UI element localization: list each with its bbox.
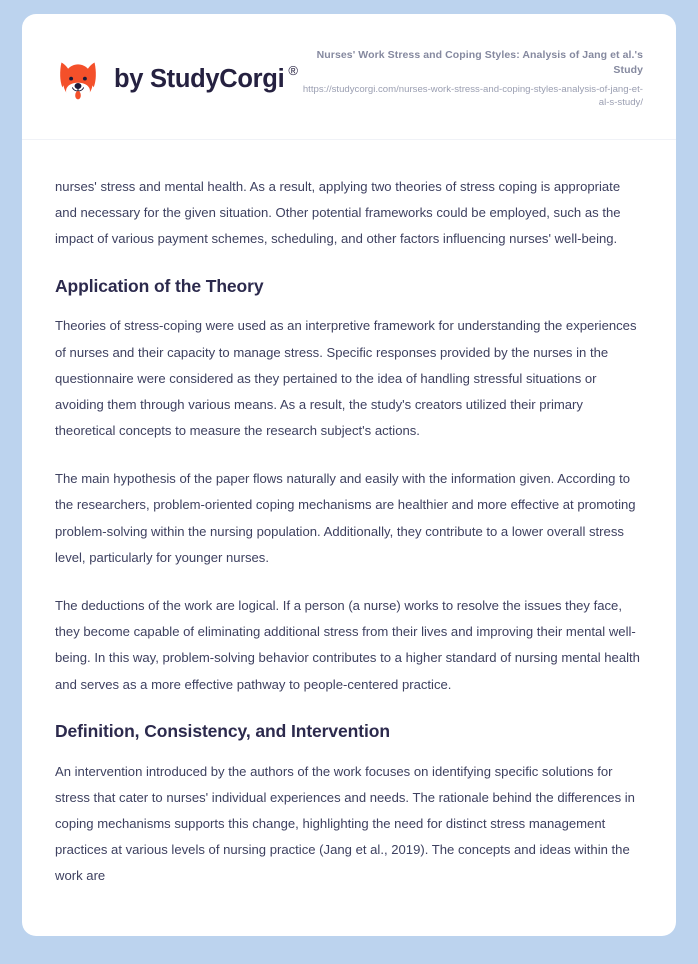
brand-wordmark — [114, 63, 298, 94]
paragraph-intro-continuation: nurses' stress and mental health. As a result, applying two theories of stress coping is appropriate and necessary for the given situation. Other potential frameworks could be employed, such as the impact of various payment schemes, scheduling, and other factors influencing nurses' well-being. — [55, 179, 621, 247]
brand-logo-block[interactable] — [55, 51, 298, 103]
document-content — [22, 140, 676, 889]
document-title: Nurses' Work Stress and Coping Styles: Analysis of Jang et al.'s Study — [316, 48, 643, 76]
document-header — [22, 14, 676, 140]
document-url[interactable]: https://studycorgi.com/nurses-work-stress-and-coping-styles-analysis-of-jang-et-al-s-study/ — [302, 83, 643, 109]
brand-name-text: by StudyCorgi — [114, 65, 285, 94]
header-document-meta — [298, 44, 643, 111]
registered-trademark-icon: ® — [288, 63, 298, 79]
paragraph-theory-paragraph-3: The deductions of the work are logical. If a person (a nurse) works to resolve the issues they face, they become capable of eliminating additional stress from their lives and improving their mental well-being. In this way, problem-solving behavior contributes to a higher standard of nursing mental health and serves as a more effective pathway to people-centered practice. — [55, 598, 640, 692]
section-heading-application-of-the-theory: Application of the Theory — [55, 275, 264, 296]
paragraph-theory-paragraph-2: The main hypothesis of the paper flows naturally and easily with the information given. According to the researchers, problem-oriented coping mechanisms are healthier and more effective at promoting problem-solving within the nursing population. Additionally, they contribute to a lower overall stress level, particularly for younger nurses. — [55, 471, 636, 565]
paragraph-theory-paragraph-1: Theories of stress-coping were used as an interpretive framework for understanding the experiences of nurses and their capacity to manage stress. Specific responses provided by the nurses in the questionnaire were considered as they pertained to the idea of handling stressful situations or avoiding them through various means. As a result, the study's creators utilized their primary theoretical concepts to measure the research subject's actions. — [55, 318, 637, 439]
section-heading-definition-consistency-intervention: Definition, Consistency, and Intervention — [55, 720, 390, 741]
document-sheet — [22, 14, 676, 936]
corgi-logo-icon — [55, 57, 101, 103]
paragraph-intervention-paragraph-1: An intervention introduced by the authors of the work focuses on identifying specific solutions for stress that cater to nurses' individual experiences and needs. The rationale behind the differences in coping mechanisms supports this change, highlighting the need for distinct stress management practices at various levels of nursing practice (Jang et al., 2019). The concepts and ideas within the work are — [55, 763, 635, 884]
